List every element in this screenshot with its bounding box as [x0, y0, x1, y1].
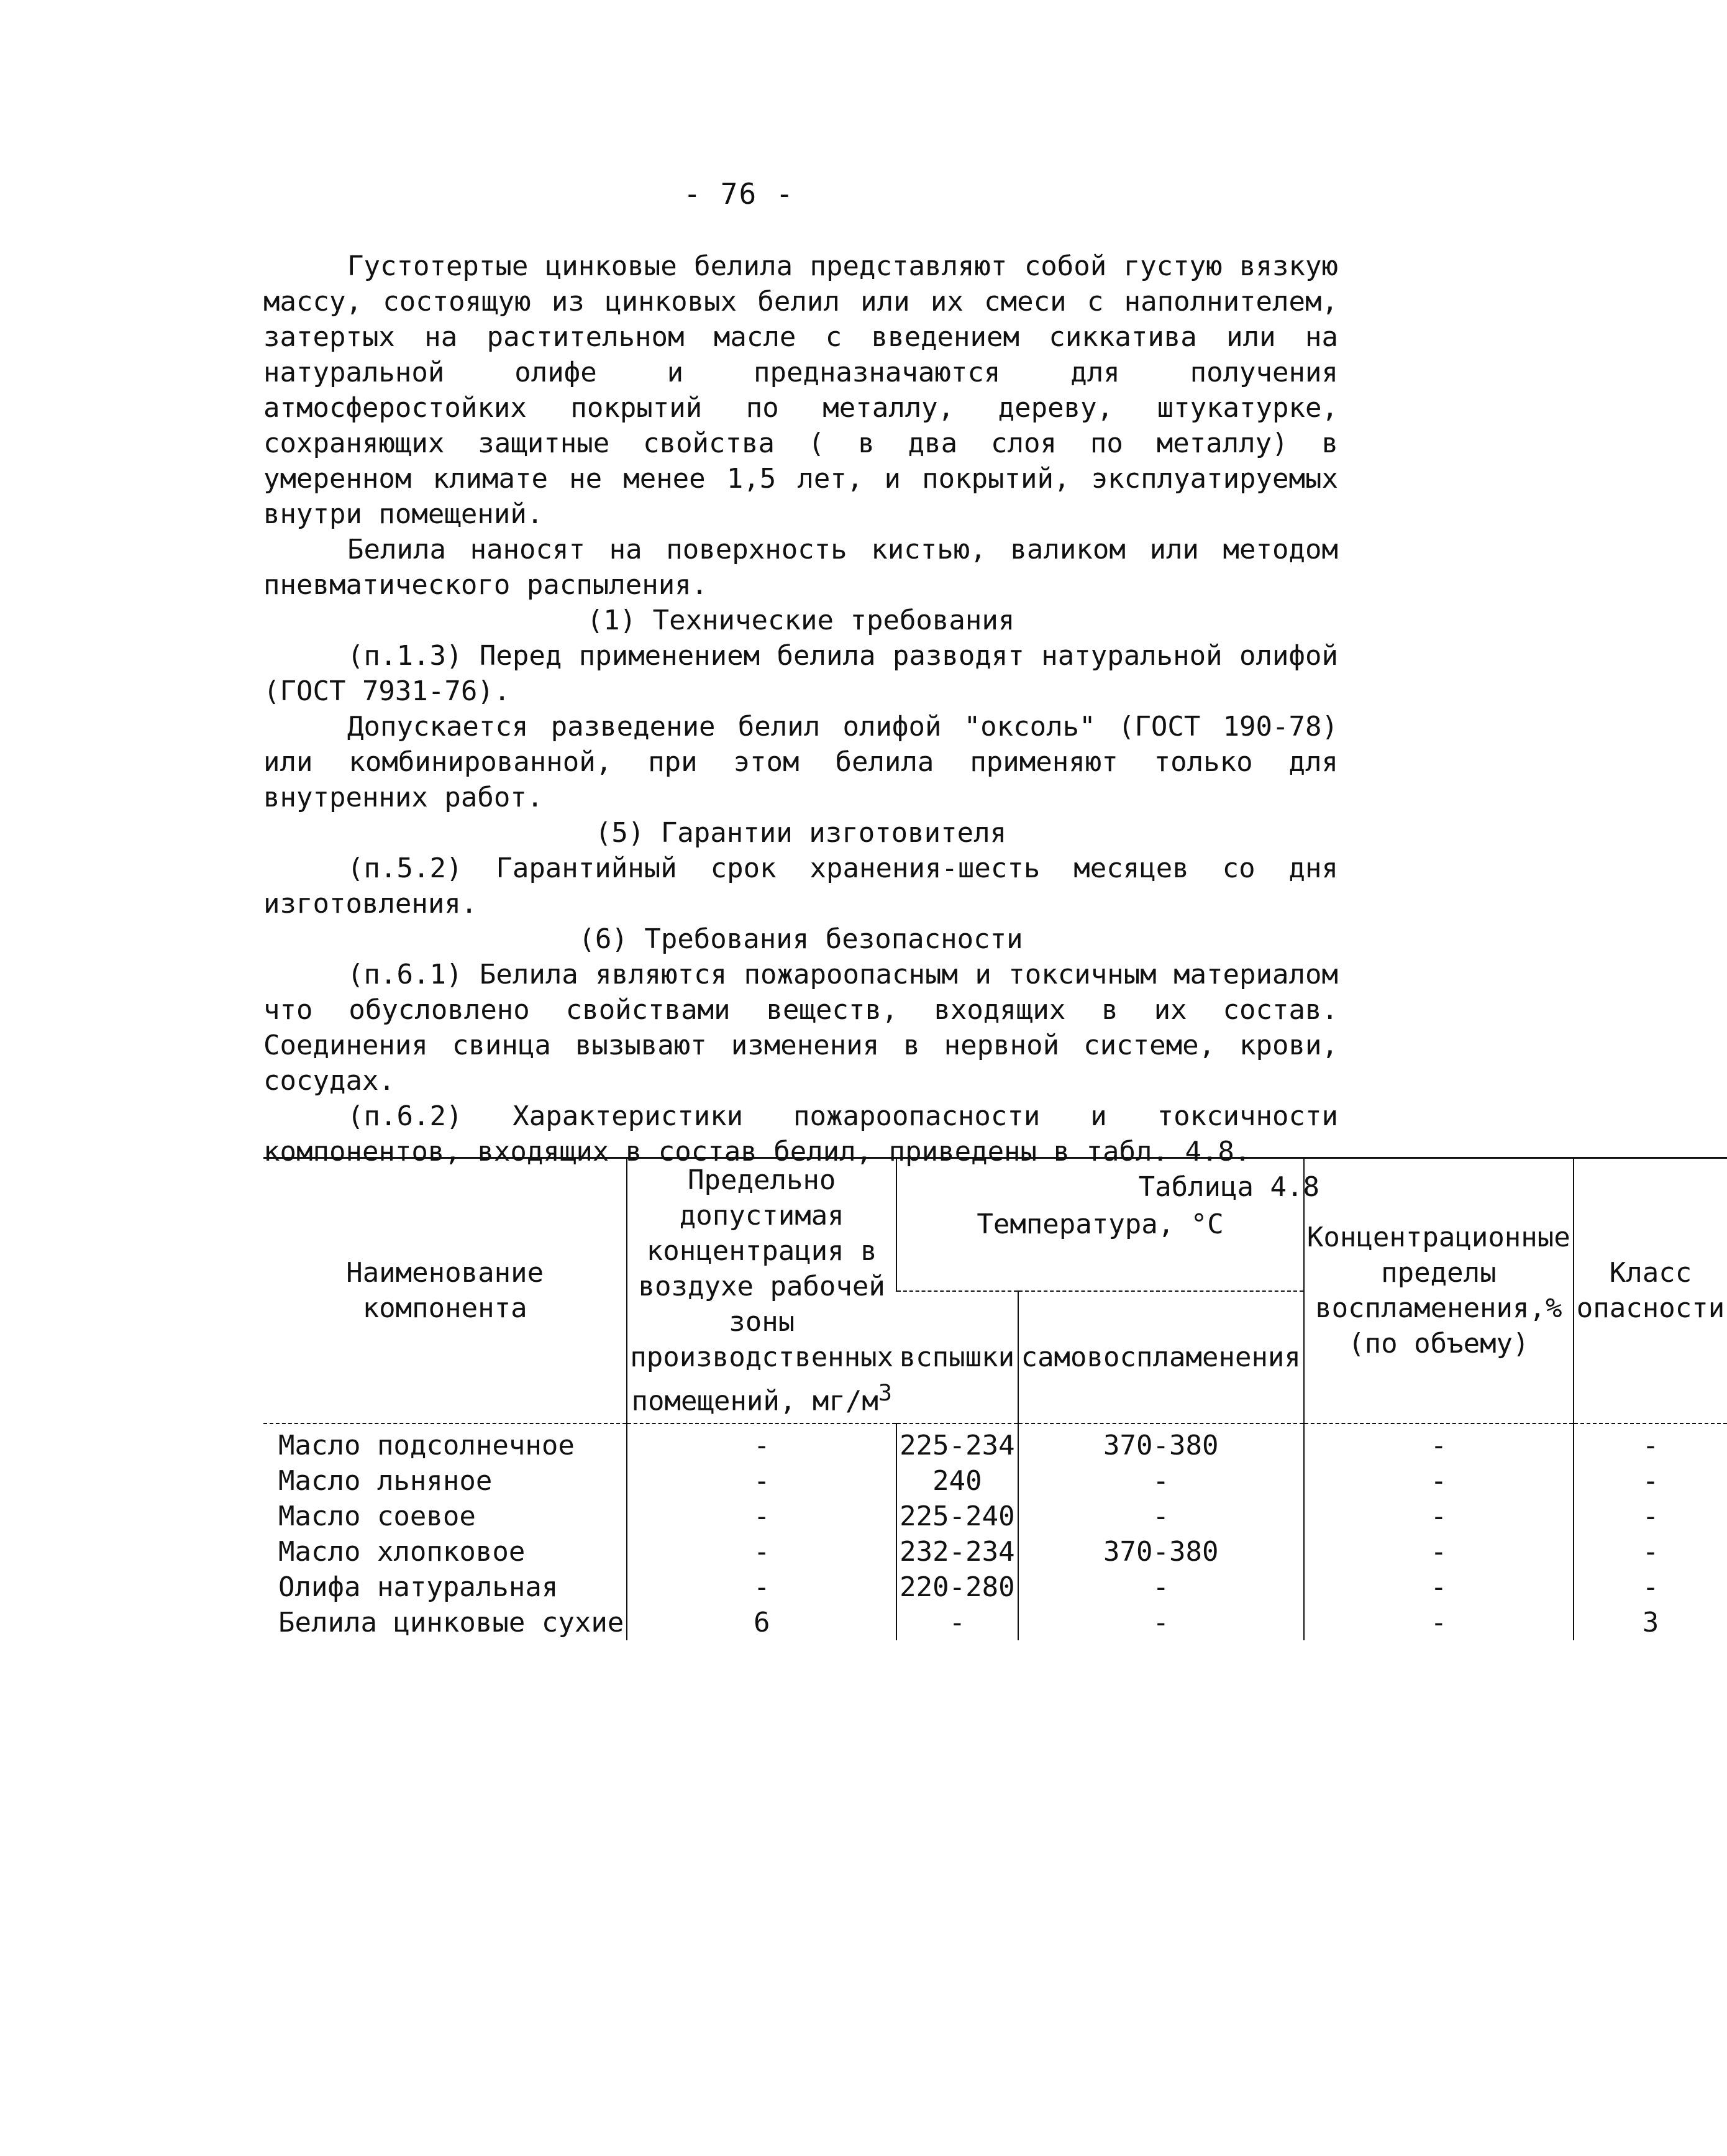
header-pdk: Предельно допустимая концентрация в воздухе рабочей зоны производственных помещений, $мг/м^3$	[627, 1158, 896, 1423]
paragraph: Допускается разведение белил олифой "оксоль" (ГОСТ 190-78) или комбинированной, при этом белила применяют только для внутренних работ.	[263, 711, 1338, 813]
table-row	[263, 1605, 1727, 1640]
section-heading: (5) Гарантии изготовителя	[595, 817, 1007, 849]
header-concentration-limits: Концентрационные пределы воспламенения,% (по объему)	[1304, 1158, 1574, 1423]
table-row	[263, 1534, 1727, 1569]
cell-self-ignition: -	[1018, 1499, 1304, 1534]
cell-conc: -	[1304, 1499, 1574, 1534]
cell-conc: -	[1304, 1463, 1574, 1499]
cell-name: Масло хлопковое	[278, 1535, 526, 1568]
table-row	[263, 1499, 1727, 1534]
cell-class: -	[1574, 1463, 1727, 1499]
cell-flash: 232-234	[896, 1534, 1018, 1569]
cell-pdk: -	[627, 1463, 896, 1499]
cell-conc: -	[1304, 1605, 1574, 1640]
header-hazard-class: Класс опасности	[1574, 1158, 1727, 1423]
cell-name: Белила цинковые сухие	[278, 1606, 624, 1638]
cell-self-ignition: 370-380	[1018, 1423, 1304, 1463]
paragraph: (п.6.1) Белила являются пожароопасным и токсичным материалом что обусловлено свойствами веществ, входящих в их состав. Соединения свинца вызывают изменения в нервной системе, крови, сосудах.	[263, 959, 1338, 1097]
cell-flash: 225-240	[896, 1499, 1018, 1534]
cell-flash: 220-280	[896, 1569, 1018, 1605]
cell-class: -	[1574, 1569, 1727, 1605]
cell-self-ignition: -	[1018, 1463, 1304, 1499]
header-temperature: Температура, °С	[896, 1158, 1304, 1291]
components-table	[263, 1157, 1727, 1640]
table-row	[263, 1423, 1727, 1463]
cell-class: -	[1574, 1423, 1727, 1463]
paragraph: Белила наносят на поверхность кистью, валиком или методом пневматического распыления.	[263, 534, 1338, 601]
header-component-name: Наименование компонента	[346, 1257, 544, 1325]
cell-pdk: -	[627, 1423, 896, 1463]
cell-class: -	[1574, 1499, 1727, 1534]
paragraph: (п.1.3) Перед применением белила разводят натуральной олифой (ГОСТ 7931-76).	[263, 640, 1338, 707]
cell-name: Масло льняное	[278, 1464, 493, 1497]
cell-pdk: -	[627, 1534, 896, 1569]
cell-self-ignition: -	[1018, 1569, 1304, 1605]
cell-self-ignition: 370-380	[1018, 1534, 1304, 1569]
cell-flash: 240	[896, 1463, 1018, 1499]
cell-conc: -	[1304, 1569, 1574, 1605]
cell-flash: -	[896, 1605, 1018, 1640]
cell-name: Масло соевое	[278, 1500, 476, 1532]
cell-conc: -	[1304, 1423, 1574, 1463]
paragraph: (п.6.2) Характеристики пожароопасности и токсичности компонентов, входящих в состав белил, приведены в табл. 4.8.	[263, 1100, 1338, 1167]
section-heading: (1) Технические требования	[586, 605, 1015, 636]
body-text	[263, 249, 1338, 1205]
paragraph: (п.5.2) Гарантийный срок хранения-шесть месяцев со дня изготовления.	[263, 852, 1338, 920]
cell-pdk: 6	[627, 1605, 896, 1640]
cell-conc: -	[1304, 1534, 1574, 1569]
section-heading: (6) Требования безопасности	[578, 923, 1023, 955]
cell-name: Масло подсолнечное	[278, 1429, 575, 1461]
cell-name: Олифа натуральная	[278, 1571, 558, 1603]
table-row	[263, 1463, 1727, 1499]
header-flash: вспышки	[899, 1341, 1015, 1373]
page-number: - 76 -	[683, 177, 795, 211]
cell-pdk: -	[627, 1569, 896, 1605]
table-caption: Таблица 4.8	[1138, 1171, 1319, 1203]
paragraph: Густотертые цинковые белила представляют собой густую вязкую массу, состоящую из цинковых белил или их смеси с наполнителем, затертых на растительном масле с введением сиккатива или на натуральной олифе и предназначаются для получения атмосферостойких покрытий по металлу, дереву, штукатурке, сохраняющих защитные свойства ( в два слоя по металлу) в умеренном климате не менее 1,5 лет, и покрытий, эксплуатируемых внутри помещений.	[263, 250, 1338, 530]
cell-pdk: -	[627, 1499, 896, 1534]
table-row	[263, 1569, 1727, 1605]
table-4-8	[263, 1157, 1725, 1640]
cell-self-ignition: -	[1018, 1605, 1304, 1640]
header-self-ignition: самовоспламенения	[1018, 1291, 1304, 1423]
cell-class: 3	[1574, 1605, 1727, 1640]
cell-flash: 225-234	[896, 1423, 1018, 1463]
cell-class: -	[1574, 1534, 1727, 1569]
